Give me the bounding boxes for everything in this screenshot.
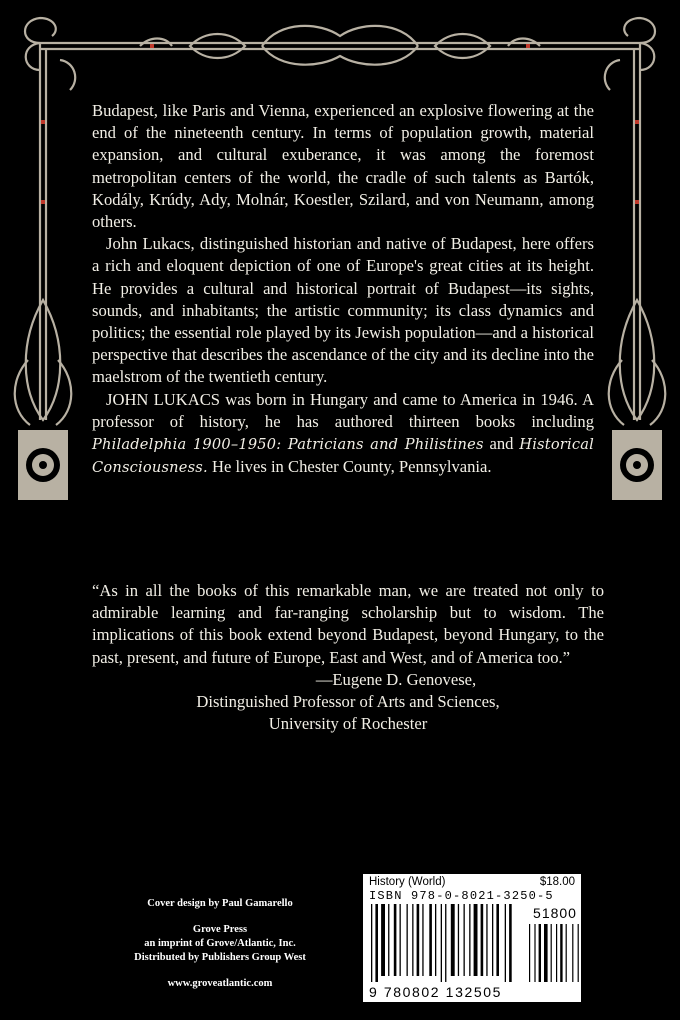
barcode-bar xyxy=(492,904,493,976)
publisher-credits xyxy=(100,897,340,991)
addon-bar xyxy=(539,924,541,982)
barcode-bar xyxy=(407,904,408,976)
cover-design-credit: Cover design by Paul Gamarello xyxy=(147,898,293,909)
addon-bar xyxy=(556,924,557,982)
barcode-bar xyxy=(445,904,446,982)
addon-bar xyxy=(560,924,562,982)
description-paragraph-2: John Lukacs, distinguished historian and native of Budapest, here offers a rich and eloquent depiction of one of Europe's great cities at its height. He provides a cultural and historical portrait of Budapest—its sights, sounds, and inhabitants; the artistic community; its class dynamics and politics; the essential role played by its Jewish population—and a historical perspective that describes the ascendance of the city and its decline into the maelstrom of the twentieth century. xyxy=(92,234,594,387)
barcode-bar xyxy=(458,904,459,976)
barcode-bar xyxy=(509,904,512,982)
review-author: —Eugene D. Genovese, xyxy=(315,669,477,689)
review-author-title: Distinguished Professor of Arts and Sciences, xyxy=(196,692,500,712)
publisher-website: www.groveatlantic.com xyxy=(167,978,273,989)
book-description xyxy=(92,100,594,479)
barcode-bar xyxy=(394,904,397,976)
ean-number: 9 780802 132505 xyxy=(369,984,502,1000)
barcode-bar xyxy=(496,904,499,976)
distributor-line: Distributed by Publishers Group West xyxy=(134,952,306,963)
book-title-philadelphia: Philadelphia 1900–1950: Patricians and Philistines xyxy=(92,436,484,454)
addon-bar xyxy=(544,924,548,982)
barcode-bar xyxy=(400,904,401,976)
barcode-bar xyxy=(381,904,385,976)
review-quote: “As in all the books of this remarkable man, we are treated not only to admirable learning and far-ranging scholarship but to wisdom. The implications of this book extend beyond Budapest, beyond Hungary, to the past, present, and future of Europe, East and West, and of America too.” xyxy=(92,581,604,667)
publisher-name: Grove Press xyxy=(192,924,248,935)
barcode-bar xyxy=(464,904,465,976)
barcode-bar xyxy=(429,904,432,976)
barcode-bar xyxy=(435,904,436,976)
barcode-bar xyxy=(422,904,423,976)
review-quote-block xyxy=(92,580,604,735)
barcode-bar xyxy=(469,904,470,976)
barcode-bar xyxy=(375,904,378,982)
description-paragraph-1: Budapest, like Paris and Vienna, experienced an explosive flowering at the end of the nineteenth century. In terms of population growth, material expansion, and cultural exuberance, it was among the foremost metropolitan centers of the world, the cradle of such talents as Bartók, Kodály, Krúdy, Ady, Molnár, Koestler, Szilard, and von Neumann, among others. xyxy=(92,101,594,232)
barcode-bar xyxy=(371,904,372,982)
addon-bar xyxy=(529,924,530,982)
addon-bar xyxy=(534,924,535,982)
barcode-bar xyxy=(486,904,487,976)
price-code: 51800 xyxy=(533,905,577,921)
barcode-bar xyxy=(441,904,442,982)
barcode-bar xyxy=(451,904,455,976)
imprint-line: an imprint of Grove/Atlantic, Inc. xyxy=(144,938,296,949)
barcode-bar xyxy=(481,904,484,976)
barcode-bar xyxy=(505,904,506,982)
barcode-graphic xyxy=(363,902,581,984)
addon-bar xyxy=(551,924,552,982)
barcode-bar xyxy=(388,904,389,976)
isbn-text: ISBN 978-0-8021-3250-5 xyxy=(369,889,554,903)
isbn-barcode-box xyxy=(363,874,581,1002)
review-institution: University of Rochester xyxy=(268,714,428,734)
barcode-bar xyxy=(417,904,420,976)
author-bio: JOHN LUKACS was born in Hungary and came to America in 1946. A professor of history, he has authored thirteen books including Philadelphia 1900–1950: Patricians and Philistines and Historical Consciousness. He lives in Chester County, Pennsylvania. xyxy=(92,389,594,477)
book-title-historical-consciousness: Historical Consciousness. xyxy=(92,436,594,477)
barcode-bar xyxy=(412,904,413,976)
addon-bar xyxy=(578,924,579,982)
subject-category: History (World) xyxy=(369,876,446,888)
addon-bar xyxy=(566,924,567,982)
addon-bar xyxy=(572,924,573,982)
barcode-bar xyxy=(474,904,478,976)
price-label: $18.00 xyxy=(539,876,575,888)
